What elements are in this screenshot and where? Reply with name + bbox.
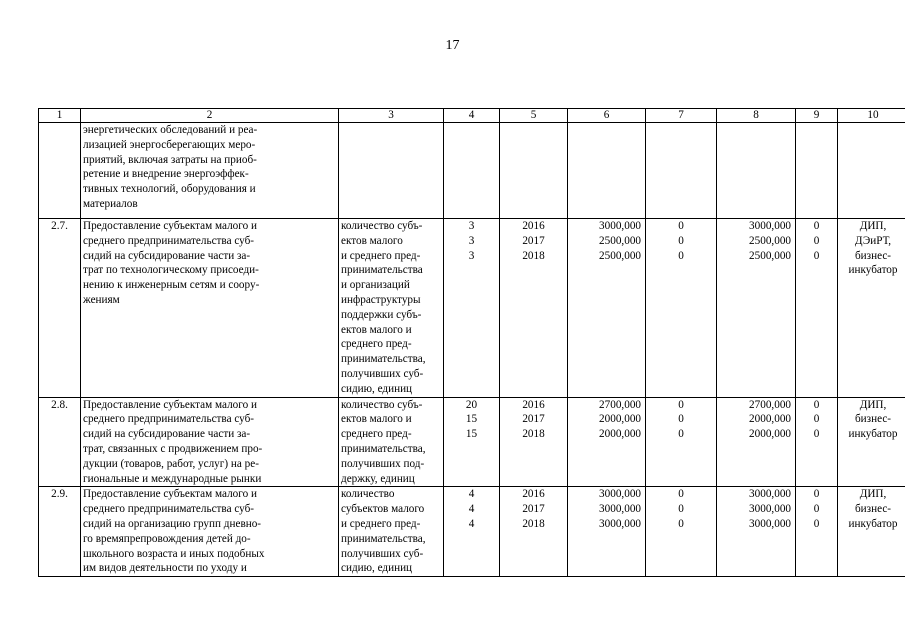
text-line: получивших под- — [341, 457, 425, 470]
text-line: и организаций — [341, 279, 410, 292]
text-line: 2018 — [522, 249, 545, 262]
text-line: сидию, единиц — [341, 562, 413, 575]
text-line: количество — [341, 488, 395, 501]
responsible-cell — [838, 397, 905, 487]
text-line: им видов деятельности по уходу и — [83, 562, 247, 575]
text-line: получивших суб- — [341, 547, 424, 560]
value-cell — [444, 123, 500, 219]
text-line: инкубатор — [848, 517, 898, 530]
text-line: 15 — [465, 428, 478, 441]
text-line: школьного возраста и иных подобных — [83, 547, 265, 560]
text-line: 15 — [465, 413, 478, 426]
text-line: материалов — [83, 197, 138, 210]
column-header: 4 — [444, 109, 500, 123]
text-line: получивших суб- — [341, 367, 424, 380]
text-line: среднего предпринимательства суб- — [83, 503, 255, 516]
text-line: бизнес- — [854, 413, 892, 426]
text-line: 0 — [813, 503, 820, 516]
text-line: 3000,000 — [749, 503, 791, 516]
text-line: среднего предпринимательства суб- — [83, 234, 255, 247]
row-number-cell: 2.8. — [39, 397, 81, 487]
text-line: 0 — [813, 517, 820, 530]
activity-name-cell — [81, 487, 339, 577]
text-line: Предоставление субъектам малого и — [83, 220, 257, 232]
column-header: 2 — [81, 109, 339, 123]
total-cell — [568, 397, 646, 487]
text-line: ДИП, — [859, 488, 887, 501]
col7-cell — [646, 219, 717, 398]
text-line: бизнес- — [854, 503, 892, 516]
indicator-cell — [339, 219, 444, 398]
text-line: ДЭиРТ, — [854, 234, 892, 247]
text-line: 0 — [678, 249, 684, 262]
text-line: держку, единиц — [341, 472, 415, 485]
text-line: среднего предпринимательства суб- — [83, 413, 255, 426]
column-header: 10 — [838, 109, 905, 123]
text-line: 2500,000 — [749, 234, 791, 247]
text-line: принимательства, — [341, 442, 426, 455]
text-line: энергетических обследований и реа- — [83, 124, 258, 136]
column-header: 1 — [39, 109, 81, 123]
text-line: 4 — [468, 503, 475, 516]
text-line: сидий на субсидирование части за- — [83, 428, 251, 441]
indicator-cell — [339, 123, 444, 219]
text-line: 2016 — [522, 220, 545, 232]
value-cell — [444, 219, 500, 398]
column-header: 5 — [500, 109, 568, 123]
text-line: субъектов малого — [341, 503, 425, 516]
text-line: 0 — [813, 220, 820, 232]
text-line: 2016 — [522, 398, 545, 411]
year-cell — [500, 487, 568, 577]
text-line: 0 — [813, 428, 820, 441]
text-line: принимательства — [341, 264, 423, 277]
text-line: го времяпрепровождения детей до- — [83, 532, 251, 545]
col9-cell — [796, 397, 838, 487]
text-line: 0 — [678, 220, 684, 232]
text-line: принимательства, — [341, 353, 426, 366]
text-line: 0 — [678, 503, 684, 516]
year-cell — [500, 123, 568, 219]
text-line: ектов малого и — [341, 323, 412, 336]
text-line: инкубатор — [848, 428, 898, 441]
text-line: приятий, включая затраты на приоб- — [83, 153, 257, 166]
text-line: 2016 — [522, 488, 545, 501]
text-line: 0 — [813, 249, 820, 262]
responsible-cell — [838, 219, 905, 398]
header-row — [39, 109, 905, 123]
text-line: 20 — [465, 398, 478, 411]
text-line: сидию, единиц — [341, 382, 413, 395]
program-table — [38, 108, 905, 577]
text-line: лизацией энергосберегающих меро- — [83, 138, 256, 151]
text-line: 2017 — [522, 234, 545, 247]
text-line: инкубатор — [848, 264, 898, 277]
text-line: 2017 — [522, 503, 545, 516]
text-line: 3 — [468, 220, 475, 232]
table-row — [39, 219, 905, 398]
continuation-row — [39, 123, 905, 219]
total-cell — [568, 219, 646, 398]
row-number-cell — [39, 123, 81, 219]
text-line: бизнес- — [854, 249, 892, 262]
text-line: ДИП, — [859, 220, 887, 232]
text-line: количество субъ- — [341, 220, 423, 232]
activity-name-cell — [81, 123, 339, 219]
text-line: 0 — [813, 234, 820, 247]
text-line: 0 — [813, 488, 820, 501]
text-line: 0 — [678, 488, 684, 501]
text-line: и среднего пред- — [341, 517, 421, 530]
value-cell — [444, 397, 500, 487]
text-line: 3000,000 — [749, 517, 791, 530]
column-header: 7 — [646, 109, 717, 123]
col7-cell — [646, 123, 717, 219]
activity-name-cell — [81, 397, 339, 487]
total-cell — [568, 123, 646, 219]
text-line: 3000,000 — [749, 488, 791, 501]
text-line: 3000,000 — [599, 503, 641, 516]
text-line: жениям — [83, 293, 120, 306]
column-header: 6 — [568, 109, 646, 123]
text-line: ДИП, — [859, 398, 887, 411]
text-line: и среднего пред- — [341, 249, 421, 262]
col7-cell — [646, 397, 717, 487]
text-line: принимательства, — [341, 532, 426, 545]
text-line: 0 — [678, 413, 684, 426]
text-line: 2017 — [522, 413, 545, 426]
text-line: нению к инженерным сетям и соору- — [83, 279, 260, 292]
text-line: Предоставление субъектам малого и — [83, 488, 257, 501]
indicator-cell — [339, 487, 444, 577]
text-line: 0 — [678, 428, 684, 441]
text-line: 2000,000 — [599, 428, 641, 441]
col8-cell — [717, 397, 796, 487]
text-line: 2000,000 — [599, 413, 641, 426]
text-line: 0 — [813, 413, 820, 426]
text-line: 3000,000 — [599, 488, 641, 501]
indicator-cell — [339, 397, 444, 487]
text-line: 3 — [468, 249, 475, 262]
col8-cell — [717, 123, 796, 219]
year-cell — [500, 219, 568, 398]
text-line: 3 — [468, 234, 475, 247]
col7-cell — [646, 487, 717, 577]
text-line: среднего пред- — [341, 428, 412, 441]
text-line: 3000,000 — [599, 220, 641, 232]
col9-cell — [796, 219, 838, 398]
text-line: 2700,000 — [599, 398, 641, 411]
text-line: тивных технологий, оборудования и — [83, 183, 256, 196]
text-line: 2000,000 — [749, 428, 791, 441]
text-line: 3000,000 — [599, 517, 641, 530]
text-line: 2500,000 — [599, 234, 641, 247]
text-line: 4 — [468, 488, 475, 501]
text-line: 0 — [678, 517, 684, 530]
row-number-cell: 2.7. — [39, 219, 81, 398]
value-cell — [444, 487, 500, 577]
column-header: 8 — [717, 109, 796, 123]
column-header: 3 — [339, 109, 444, 123]
text-line: инфраструктуры — [341, 293, 421, 306]
responsible-cell — [838, 487, 905, 577]
total-cell — [568, 487, 646, 577]
table-row — [39, 397, 905, 487]
activity-name-cell — [81, 219, 339, 398]
text-line: 2018 — [522, 517, 545, 530]
row-number-cell: 2.9. — [39, 487, 81, 577]
text-line: трат по технологическому присоеди- — [83, 264, 259, 277]
text-line: ретение и внедрение энергоэффек- — [83, 168, 249, 181]
text-line: 4 — [468, 517, 475, 530]
column-header: 9 — [796, 109, 838, 123]
text-line: ектов малого и — [341, 413, 412, 426]
col8-cell — [717, 219, 796, 398]
responsible-cell — [838, 123, 905, 219]
text-line: количество субъ- — [341, 398, 423, 411]
text-line: 2500,000 — [749, 249, 791, 262]
page-number: 17 — [445, 38, 460, 53]
table-row — [39, 487, 905, 577]
col9-cell — [796, 487, 838, 577]
text-line: Предоставление субъектам малого и — [83, 398, 257, 411]
col8-cell — [717, 487, 796, 577]
text-line: ектов малого — [341, 234, 403, 247]
text-line: 0 — [678, 398, 684, 411]
text-line: гиональные и международные рынки — [83, 472, 262, 485]
text-line: 0 — [678, 234, 684, 247]
text-line: 2000,000 — [749, 413, 791, 426]
text-line: 2018 — [522, 428, 545, 441]
year-cell — [500, 397, 568, 487]
text-line: 2500,000 — [599, 249, 641, 262]
text-line: среднего пред- — [341, 338, 412, 351]
text-line: дукции (товаров, работ, услуг) на ре- — [83, 457, 259, 470]
text-line: трат, связанных с продвижением про- — [83, 442, 263, 455]
col9-cell — [796, 123, 838, 219]
text-line: 2700,000 — [749, 398, 791, 411]
text-line: сидий на организацию групп дневно- — [83, 517, 262, 530]
text-line: 0 — [813, 398, 820, 411]
text-line: 3000,000 — [749, 220, 791, 232]
text-line: поддержки субъ- — [341, 308, 422, 321]
text-line: сидий на субсидирование части за- — [83, 249, 251, 262]
